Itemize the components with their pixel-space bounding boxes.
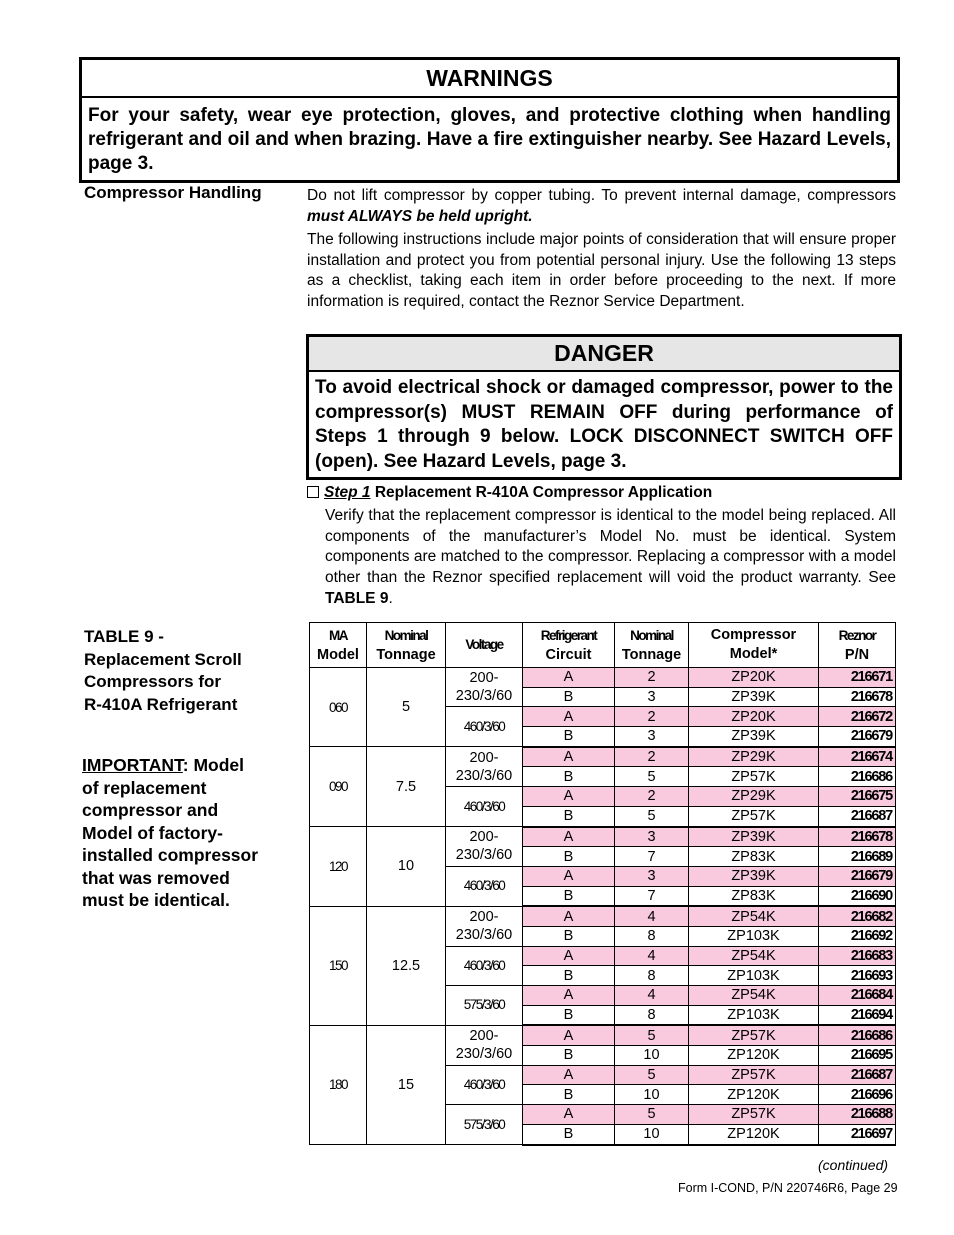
cell-voltage <box>446 668 523 707</box>
cell-circuit: A <box>523 1065 615 1085</box>
col-nominal-tonnage: Nominal Tonnage <box>615 623 689 668</box>
important-text: : Model of replacement compressor and Model of factory- installed compressor that was removed must be identical. <box>82 755 259 910</box>
page-footer: Form I-COND, P/N 220746R6, Page 29 <box>678 1181 898 1195</box>
warnings-box <box>79 57 900 183</box>
cell-reznor-pn: 216697 <box>819 1124 896 1144</box>
cell-reznor-pn: 216686 <box>819 767 896 787</box>
cell-compressor-model: ZP83K <box>689 847 819 867</box>
cell-reznor-pn: 216690 <box>819 886 896 906</box>
table9-caption: TABLE 9 - Replacement Scroll Compressors for R-410A Refrigerant <box>84 627 242 714</box>
cell-nominal-tonnage: 4 <box>615 906 689 926</box>
cell-reznor-pn: 216684 <box>819 986 896 1006</box>
cell-circuit: A <box>523 1025 615 1045</box>
cell-voltage <box>446 707 523 747</box>
cell-circuit: B <box>523 926 615 946</box>
voltage-text: 460/3/60 <box>463 718 505 734</box>
cell-compressor-model: ZP120K <box>689 1085 819 1105</box>
cell-circuit: B <box>523 1046 615 1066</box>
cell-model: 180 <box>310 1025 367 1144</box>
danger-title: DANGER <box>309 337 899 372</box>
cell-model: 120 <box>310 827 367 907</box>
voltage-text: 575/3/60 <box>463 997 505 1013</box>
cell-nominal-tonnage: 3 <box>615 727 689 747</box>
cell-compressor-model: ZP54K <box>689 906 819 926</box>
cell-nominal-tonnage: 10 <box>615 1085 689 1105</box>
cell-compressor-model: ZP57K <box>689 1105 819 1125</box>
cell-nominal-tonnage: 3 <box>615 827 689 847</box>
cell-voltage <box>446 787 523 827</box>
cell-nominal-tonnage: 5 <box>615 767 689 787</box>
cell-compressor-model: ZP39K <box>689 727 819 747</box>
cell-nominal-tonnage: 8 <box>615 1005 689 1025</box>
cell-reznor-pn: 216671 <box>819 668 896 688</box>
important-note <box>82 754 258 912</box>
col-tonnage: Nominal Tonnage <box>367 623 446 668</box>
cell-reznor-pn: 216688 <box>819 1105 896 1125</box>
cell-nominal-tonnage: 2 <box>615 747 689 767</box>
cell-voltage <box>446 986 523 1026</box>
cell-reznor-pn: 216687 <box>819 1065 896 1085</box>
danger-box <box>306 334 902 480</box>
cell-reznor-pn: 216679 <box>819 866 896 886</box>
voltage-text: 200-230/3/60 <box>455 829 513 864</box>
table-row <box>310 827 896 847</box>
voltage-text: 460/3/60 <box>463 798 505 814</box>
voltage-text: 200-230/3/60 <box>455 749 513 784</box>
cell-compressor-model: ZP29K <box>689 747 819 767</box>
cell-reznor-pn: 216687 <box>819 806 896 826</box>
cell-circuit: B <box>523 1085 615 1105</box>
cell-circuit: B <box>523 847 615 867</box>
cell-voltage <box>446 827 523 867</box>
cell-voltage <box>446 1025 523 1065</box>
cell-reznor-pn: 216678 <box>819 687 896 707</box>
cell-compressor-model: ZP54K <box>689 946 819 966</box>
cell-reznor-pn: 216689 <box>819 847 896 867</box>
table9-header-row <box>310 623 896 668</box>
cell-reznor-pn: 216693 <box>819 966 896 986</box>
cell-circuit: B <box>523 1124 615 1144</box>
compressor-handling-p2: The following instructions include major points of consideration that will ensure proper installation and protect you from potential personal injury. Use the following 13 steps as a checklist, taking each item in order before proceeding to the next. If more information is required, contact the Reznor Service Department. <box>307 231 896 310</box>
cell-compressor-model: ZP83K <box>689 886 819 906</box>
cell-nominal-tonnage: 5 <box>615 1065 689 1085</box>
cell-circuit: B <box>523 886 615 906</box>
warnings-text: For your safety, wear eye protection, gloves, and protective clothing when handling refrigerant and oil and when brazing. Have a fire extinguisher nearby. See Hazard Levels, page 3. <box>88 105 891 174</box>
cell-circuit: A <box>523 827 615 847</box>
cell-circuit: A <box>523 787 615 807</box>
cell-compressor-model: ZP39K <box>689 687 819 707</box>
cell-nominal-tonnage: 2 <box>615 668 689 688</box>
step1-body-text: Verify that the replacement compressor is identical to the model being replaced. All components of the manufacturer’s Model No. must be identical. System components are matched to the compressor. Replacing a compressor with a model other than the Reznor specified replacement will void the product warranty. See <box>325 507 896 587</box>
voltage-text: 575/3/60 <box>463 1116 505 1132</box>
cell-nominal-tonnage: 4 <box>615 946 689 966</box>
cell-nominal-tonnage: 5 <box>615 1025 689 1045</box>
p1-emphasis: must ALWAYS be held upright. <box>307 207 533 225</box>
cell-reznor-pn: 216682 <box>819 906 896 926</box>
cell-voltage <box>446 866 523 906</box>
cell-model: 090 <box>310 747 367 827</box>
cell-circuit: B <box>523 966 615 986</box>
voltage-text: 460/3/60 <box>463 878 505 894</box>
cell-circuit: A <box>523 906 615 926</box>
cell-nominal-tonnage: 8 <box>615 926 689 946</box>
table-row <box>310 668 896 688</box>
cell-compressor-model: ZP54K <box>689 986 819 1006</box>
cell-compressor-model: ZP39K <box>689 866 819 886</box>
cell-reznor-pn: 216672 <box>819 707 896 727</box>
step1-checkbox[interactable] <box>307 486 319 498</box>
danger-text: To avoid electrical shock or damaged compressor, power to the compressor(s) MUST REMAIN OFF during performance of Steps 1 through 9 below. LOCK DISCONNECT SWITCH OFF (open). See Hazard Levels, page 3. <box>315 377 893 472</box>
cell-tonnage: 10 <box>367 827 446 907</box>
step1-body-end: . <box>388 589 393 607</box>
cell-model: 060 <box>310 668 367 747</box>
cell-circuit: A <box>523 668 615 688</box>
cell-tonnage: 7.5 <box>367 747 446 827</box>
cell-nominal-tonnage: 5 <box>615 806 689 826</box>
cell-compressor-model: ZP57K <box>689 806 819 826</box>
cell-tonnage: 12.5 <box>367 906 446 1025</box>
step1-label: Step 1 <box>324 484 371 501</box>
compressor-handling-p1 <box>307 186 896 227</box>
table9 <box>309 622 896 1146</box>
col-voltage: Voltage <box>446 623 523 668</box>
cell-circuit: A <box>523 1105 615 1125</box>
cell-circuit: B <box>523 1005 615 1025</box>
step1-heading <box>307 484 712 502</box>
cell-compressor-model: ZP120K <box>689 1124 819 1144</box>
cell-nominal-tonnage: 2 <box>615 707 689 727</box>
cell-circuit: A <box>523 866 615 886</box>
cell-nominal-tonnage: 2 <box>615 787 689 807</box>
cell-tonnage: 15 <box>367 1025 446 1144</box>
compressor-handling-heading: Compressor Handling <box>84 183 262 202</box>
continued-note: (continued) <box>818 1157 889 1173</box>
cell-nominal-tonnage: 7 <box>615 847 689 867</box>
cell-compressor-model: ZP103K <box>689 926 819 946</box>
voltage-text: 200-230/3/60 <box>455 670 513 705</box>
cell-compressor-model: ZP39K <box>689 827 819 847</box>
cell-circuit: A <box>523 707 615 727</box>
warnings-title: WARNINGS <box>82 60 897 98</box>
step1-body-ref: TABLE 9 <box>325 589 389 607</box>
cell-nominal-tonnage: 10 <box>615 1124 689 1144</box>
voltage-text: 460/3/60 <box>463 957 505 973</box>
cell-voltage <box>446 747 523 787</box>
cell-compressor-model: ZP103K <box>689 1005 819 1025</box>
cell-nominal-tonnage: 5 <box>615 1105 689 1125</box>
cell-reznor-pn: 216696 <box>819 1085 896 1105</box>
cell-reznor-pn: 216679 <box>819 727 896 747</box>
cell-compressor-model: ZP120K <box>689 1046 819 1066</box>
step1-title: Replacement R-410A Compressor Application <box>370 484 713 501</box>
voltage-text: 200-230/3/60 <box>455 909 513 944</box>
col-circuit: Refrigerant Circuit <box>523 623 615 668</box>
cell-reznor-pn: 216674 <box>819 747 896 767</box>
cell-reznor-pn: 216695 <box>819 1046 896 1066</box>
cell-voltage <box>446 1065 523 1104</box>
col-model: MA Model <box>310 623 367 668</box>
cell-tonnage: 5 <box>367 668 446 747</box>
cell-compressor-model: ZP20K <box>689 707 819 727</box>
step1-body <box>325 506 896 610</box>
important-label: IMPORTANT <box>82 755 183 775</box>
col-compressor-model: Compressor Model* <box>689 623 819 668</box>
cell-circuit: A <box>523 747 615 767</box>
cell-reznor-pn: 216692 <box>819 926 896 946</box>
cell-voltage <box>446 906 523 946</box>
cell-compressor-model: ZP103K <box>689 966 819 986</box>
cell-reznor-pn: 216694 <box>819 1005 896 1025</box>
voltage-text: 460/3/60 <box>463 1076 505 1092</box>
cell-model: 150 <box>310 906 367 1025</box>
cell-circuit: A <box>523 986 615 1006</box>
cell-nominal-tonnage: 10 <box>615 1046 689 1066</box>
voltage-text: 200-230/3/60 <box>455 1028 513 1063</box>
cell-reznor-pn: 216686 <box>819 1025 896 1045</box>
cell-compressor-model: ZP20K <box>689 668 819 688</box>
cell-reznor-pn: 216675 <box>819 787 896 807</box>
cell-nominal-tonnage: 7 <box>615 886 689 906</box>
cell-circuit: B <box>523 806 615 826</box>
cell-voltage <box>446 946 523 985</box>
cell-reznor-pn: 216678 <box>819 827 896 847</box>
table-row <box>310 906 896 926</box>
cell-nominal-tonnage: 3 <box>615 687 689 707</box>
cell-circuit: B <box>523 727 615 747</box>
cell-compressor-model: ZP57K <box>689 1065 819 1085</box>
cell-compressor-model: ZP29K <box>689 787 819 807</box>
cell-reznor-pn: 216683 <box>819 946 896 966</box>
cell-circuit: A <box>523 946 615 966</box>
cell-nominal-tonnage: 8 <box>615 966 689 986</box>
cell-nominal-tonnage: 3 <box>615 866 689 886</box>
cell-compressor-model: ZP57K <box>689 767 819 787</box>
table-row <box>310 747 896 767</box>
p1-text: Do not lift compressor by copper tubing. To prevent internal damage, compressors <box>307 187 896 204</box>
col-reznor-pn: Reznor P/N <box>819 623 896 668</box>
cell-circuit: B <box>523 767 615 787</box>
cell-compressor-model: ZP57K <box>689 1025 819 1045</box>
cell-voltage <box>446 1105 523 1145</box>
table-row <box>310 1025 896 1045</box>
cell-circuit: B <box>523 687 615 707</box>
cell-nominal-tonnage: 4 <box>615 986 689 1006</box>
